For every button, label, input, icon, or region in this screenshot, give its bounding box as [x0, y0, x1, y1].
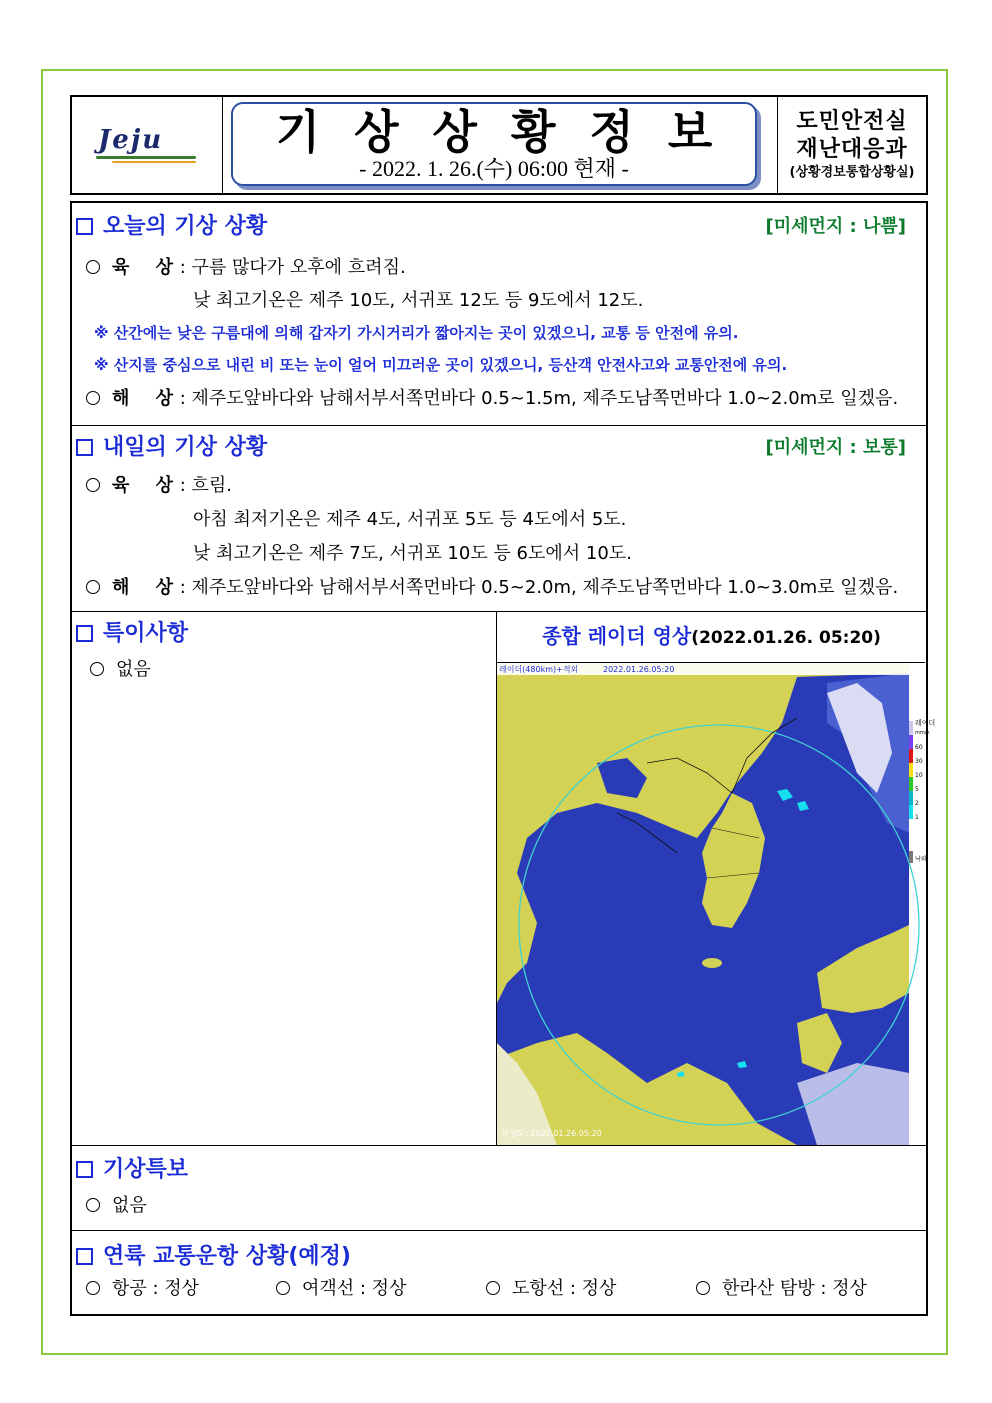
circle-bullet-icon	[486, 1281, 500, 1295]
page-title: 기상상황정보	[275, 106, 747, 158]
radar-legend-value: 2	[915, 800, 919, 807]
division-name: 재난대응과	[796, 137, 908, 162]
today-note-2: ※ 산지를 중심으로 내린 비 또는 눈이 얼어 미끄러운 곳이 있겠으니, 등산객 안전사고와 교통안전에 유의.	[94, 356, 788, 374]
checkbox-square-icon	[76, 625, 93, 642]
tomorrow-land-line	[86, 474, 232, 498]
special-heading: 특이사항	[76, 620, 188, 648]
traffic-section	[72, 1231, 926, 1314]
traffic-air: 항공 : 정상	[86, 1277, 199, 1301]
radar-legend-value: 5	[915, 786, 919, 793]
tomorrow-dust-level: [미세먼지 : 보통]	[765, 437, 906, 458]
title-box	[231, 102, 757, 186]
today-note-1: ※ 산간에는 낮은 구름대에 의해 갑자기 가시거리가 짧아지는 곳이 있겠으니, 교통 등 안전에 유의.	[94, 324, 739, 342]
circle-bullet-icon	[86, 580, 100, 594]
logo-cell	[72, 97, 223, 193]
radar-legend-value: 1	[915, 814, 919, 821]
radar-legend-value: 10	[915, 772, 923, 779]
tomorrow-day-temp: 낮 최고기온은 제주 7도, 서귀포 10도 등 6도에서 10도.	[193, 543, 632, 564]
today-sea-text: : 제주도앞바다와 남해서부서쪽먼바다 0.5~1.5m, 제주도남쪽먼바다 1.0~2.0m로 일겠음.	[179, 388, 899, 409]
today-land-temp: 낮 최고기온은 제주 10도, 서귀포 12도 등 9도에서 12도.	[193, 290, 644, 311]
logo-swoosh-orange	[112, 161, 196, 163]
land-label: 육 상	[112, 475, 184, 496]
logo-swoosh-green	[96, 156, 196, 159]
tomorrow-sea-text: : 제주도앞바다와 남해서부서쪽먼바다 0.5~2.0m, 제주도남쪽먼바다 1.0~3.0m로 일겠음.	[179, 577, 899, 598]
jeju-logo	[92, 125, 202, 165]
special-section	[72, 612, 936, 1146]
logo-text: Jeju	[98, 125, 164, 155]
sea-label: 해 상	[112, 388, 184, 409]
circle-bullet-icon	[86, 478, 100, 492]
tomorrow-heading: 내일의 기상 상황	[76, 434, 267, 462]
circle-bullet-icon	[276, 1281, 290, 1295]
sea-label: 해 상	[112, 577, 184, 598]
department-name: 도민안전실	[796, 109, 908, 134]
radar-legend-value: 60	[915, 744, 923, 751]
department-cell	[778, 97, 926, 193]
radar-panel	[496, 612, 936, 1145]
radar-legend-title: 레이더	[915, 719, 936, 727]
checkbox-square-icon	[76, 1248, 93, 1265]
circle-bullet-icon	[86, 1198, 100, 1212]
radar-legend-unit: mm/h	[915, 730, 930, 736]
checkbox-square-icon	[76, 1161, 93, 1178]
today-dust-level: [미세먼지 : 나쁨]	[765, 216, 906, 237]
traffic-ferry: 여객선 : 정상	[276, 1277, 406, 1301]
report-datetime: - 2022. 1. 26.(수) 06:00 현재 -	[359, 156, 629, 181]
today-land-text: : 구름 많다가 오후에 흐려짐.	[179, 257, 406, 278]
radar-image	[497, 662, 936, 1145]
radar-legend-value: 30	[915, 758, 923, 765]
circle-bullet-icon	[86, 260, 100, 274]
radar-top-label: 레이더(480km)+적외	[499, 665, 579, 674]
checkbox-square-icon	[76, 439, 93, 456]
today-sea-line	[86, 387, 898, 411]
radar-bottom-label: 위성G : 2022.01.26.05:20	[501, 1129, 602, 1138]
tomorrow-land-text: : 흐림.	[179, 475, 233, 496]
circle-bullet-icon	[86, 391, 100, 405]
today-heading: 오늘의 기상 상황	[76, 213, 267, 241]
tomorrow-section	[72, 426, 926, 612]
tomorrow-sea-line	[86, 576, 898, 600]
traffic-hallasan: 한라산 탐방 : 정상	[696, 1277, 867, 1301]
radar-top-time: 2022.01.26.05:20	[603, 665, 675, 674]
report-body	[70, 201, 936, 1316]
traffic-heading: 연륙 교통운항 상황(예정)	[76, 1243, 351, 1271]
special-item: 없음	[90, 658, 151, 682]
circle-bullet-icon	[86, 1281, 100, 1295]
radar-time: (2022.01.26. 05:20)	[691, 628, 881, 648]
traffic-island-ferry: 도항선 : 정상	[486, 1277, 616, 1301]
warning-heading: 기상특보	[76, 1156, 188, 1184]
warning-section	[72, 1146, 926, 1231]
today-section	[72, 203, 926, 426]
tomorrow-morning-temp: 아침 최저기온은 제주 4도, 서귀포 5도 등 4도에서 5도.	[193, 509, 627, 530]
circle-bullet-icon	[90, 662, 104, 676]
warning-item: 없음	[86, 1194, 147, 1218]
radar-map-graphic	[497, 663, 936, 1145]
circle-bullet-icon	[696, 1281, 710, 1295]
checkbox-square-icon	[76, 218, 93, 235]
office-name: (상황경보통합상황실)	[789, 165, 915, 180]
radar-legend-lightning: 낙뢰	[915, 856, 927, 863]
today-land-line	[86, 256, 406, 280]
report-header	[70, 95, 928, 195]
radar-title: 종합 레이더 영상(2022.01.26. 05:20)	[542, 624, 881, 648]
title-cell	[223, 97, 778, 193]
land-label: 육 상	[112, 257, 184, 278]
